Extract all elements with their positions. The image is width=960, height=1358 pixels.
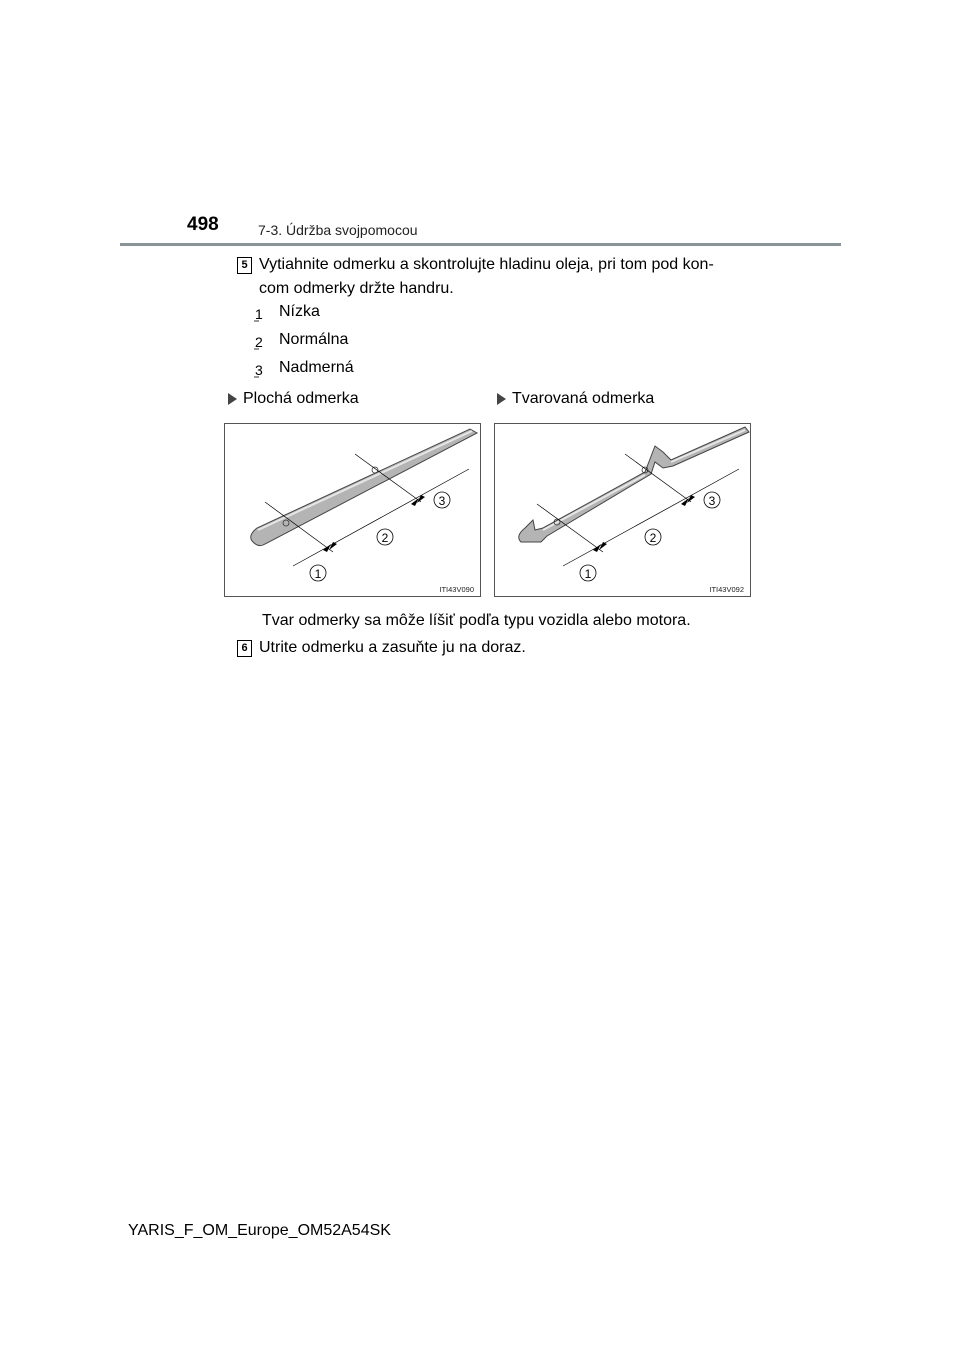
step-number-6: 6: [237, 640, 252, 657]
step-number-5: 5: [237, 257, 252, 274]
shape-note: Tvar odmerky sa môže líšiť podľa typu vozidla alebo motora.: [262, 612, 691, 629]
step-5-text: [259, 253, 714, 301]
triangle-bullet-icon: [497, 393, 506, 405]
figure-caption-flat: Plochá odmerka: [243, 390, 359, 407]
figure-code: ITI43V092: [709, 585, 744, 594]
number-1-icon: [253, 305, 267, 321]
svg-text:3: 3: [255, 362, 263, 378]
callout-2: [377, 529, 393, 545]
svg-text:1: 1: [584, 567, 592, 581]
step-5-line-1: Vytiahnite odmerku a skontrolujte hladinu oleja, pri tom pod kon-: [259, 256, 714, 273]
figure-caption-shaped: Tvarovaná odmerka: [512, 390, 655, 407]
callout-3: [704, 492, 720, 508]
number-2-icon: [253, 333, 267, 349]
document-id: YARIS_F_OM_Europe_OM52A54SK: [128, 1222, 391, 1239]
section-title: 7-3. Údržba svojpomocou: [258, 222, 418, 238]
svg-text:3: 3: [708, 494, 716, 508]
figure-shaped-dipstick: [494, 423, 751, 597]
svg-text:2: 2: [255, 334, 263, 350]
callout-2: [645, 529, 661, 545]
svg-text:1: 1: [314, 567, 322, 581]
page-number: 498: [187, 214, 219, 235]
item-low-label: Nízka: [279, 303, 320, 320]
item-excessive-label: Nadmerná: [279, 359, 354, 376]
step-6-text: Utrite odmerku a zasuňte ju na doraz.: [259, 639, 526, 656]
number-3-icon: [253, 361, 267, 377]
callout-3: [434, 492, 450, 508]
triangle-bullet-icon: [228, 393, 237, 405]
step-5-line-2: com odmerky držte handru.: [259, 280, 454, 297]
figure-flat-dipstick: [224, 423, 481, 597]
svg-text:2: 2: [381, 531, 389, 545]
svg-text:3: 3: [438, 494, 446, 508]
svg-text:2: 2: [649, 531, 657, 545]
callout-1: [310, 565, 326, 581]
figure-code: ITI43V090: [439, 585, 474, 594]
header-divider: [120, 243, 841, 246]
callout-1: [580, 565, 596, 581]
svg-text:1: 1: [255, 306, 263, 322]
item-normal-label: Normálna: [279, 331, 349, 348]
